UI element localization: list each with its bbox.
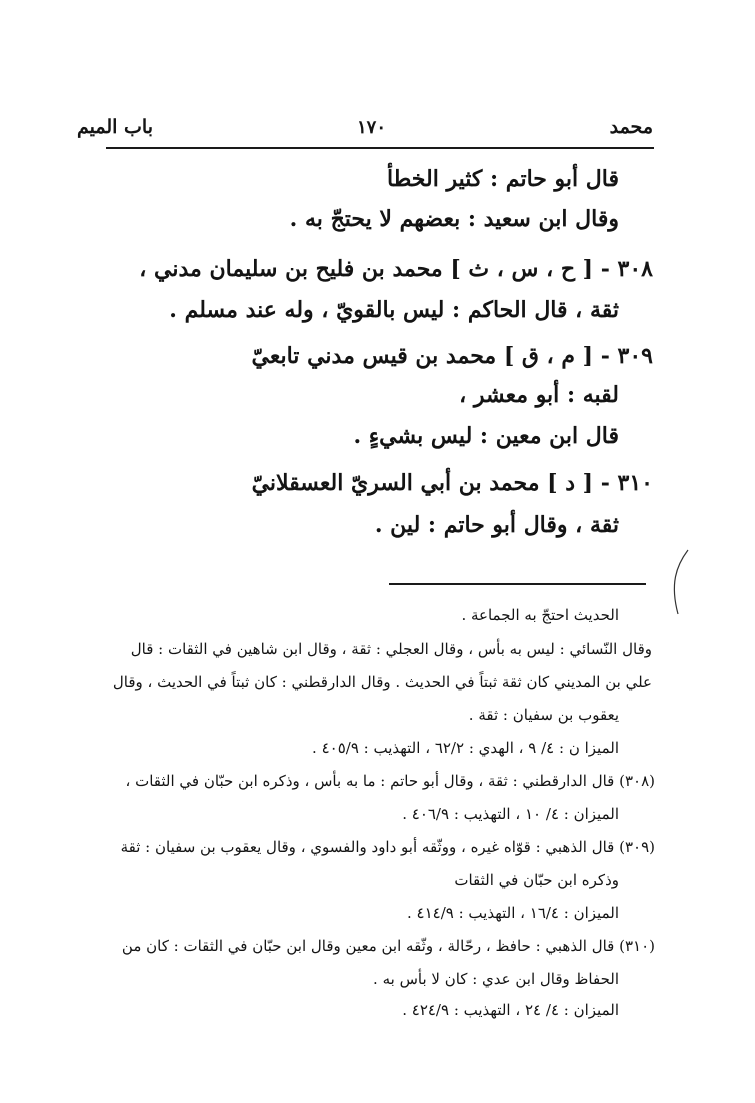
page-number: ١٧٠ xyxy=(357,117,387,138)
entry-310-heading: ٣١٠ - [ د ] محمد بن أبي السريّ العسقلانيّ xyxy=(251,470,653,496)
footnote-line: الميزان : ٤/ ١٠ ، التهذيب : ٤٠٦/٩ . xyxy=(402,805,619,823)
footnote-line: وذكره ابن حبّان في الثقات xyxy=(454,871,619,889)
footnote-line: يعقوب بن سفيان : ثقة . xyxy=(468,706,619,724)
footnote-line: علي بن المديني كان ثقة ثبتاً في الحديث . وقال الدارقطني : كان ثبتاً في الحديث ، وقال xyxy=(112,673,652,691)
main-line: قال ابن معين : ليس بشيءٍ . xyxy=(353,423,619,449)
main-line: لقبه : أبو معشر ، xyxy=(459,382,619,408)
header-rule xyxy=(106,147,654,149)
main-line: قال أبو حاتم : كثير الخطأ xyxy=(387,166,619,192)
footnote-line: وقال النّسائي : ليس به بأس ، وقال العجلي : ثقة ، وقال ابن شاهين في الثقات : قال xyxy=(130,640,652,658)
footnote-308: (٣٠٨) قال الدارقطني : ثقة ، وقال أبو حاتم : ما به بأس ، وذكره ابن حبّان في الثقات ، xyxy=(125,772,655,790)
footnote-line: الميزان : ١٦/٤ ، التهذيب : ٤١٤/٩ . xyxy=(407,904,619,922)
running-head: محمد xyxy=(609,116,653,138)
footnote-310: (٣١٠) قال الذهبي : حافظ ، رحّالة ، وثّقه ابن معين وقال ابن حبّان في الثقات : كان من xyxy=(121,937,655,955)
footnote-309: (٣٠٩) قال الذهبي : قوّاه غيره ، ووثّقه أبو داود والفسوي ، وقال يعقوب بن سفيان : ثقة xyxy=(120,838,655,856)
main-line: وقال ابن سعيد : بعضهم لا يحتجّ به . xyxy=(289,206,619,232)
footnote-separator xyxy=(389,583,646,585)
entry-308-heading: ٣٠٨ - [ ح ، س ، ث ] محمد بن فليح بن سليمان مدني ، xyxy=(139,256,653,282)
footnote-line: الحديث احتجّ به الجماعة . xyxy=(461,606,619,624)
footnote-line: الميزا ن : ٤/ ٩ ، الهدي : ٦٢/٢ ، التهذيب : ٤٠٥/٩ . xyxy=(312,739,619,757)
footnote-line: الحفاظ وقال ابن عدي : كان لا بأس به . xyxy=(373,970,619,988)
main-line: ثقة ، وقال أبو حاتم : لين . xyxy=(374,512,619,538)
section-title: باب الميم xyxy=(76,116,153,138)
scan-mark xyxy=(664,548,694,618)
entry-309-heading: ٣٠٩ - [ م ، ق ] محمد بن قيس مدني تابعيّ xyxy=(251,343,653,369)
footnote-line: الميزان : ٤/ ٢٤ ، التهذيب : ٤٢٤/٩ . xyxy=(402,1001,619,1019)
main-line: ثقة ، قال الحاكم : ليس بالقويّ ، وله عند مسلم . xyxy=(169,297,619,323)
